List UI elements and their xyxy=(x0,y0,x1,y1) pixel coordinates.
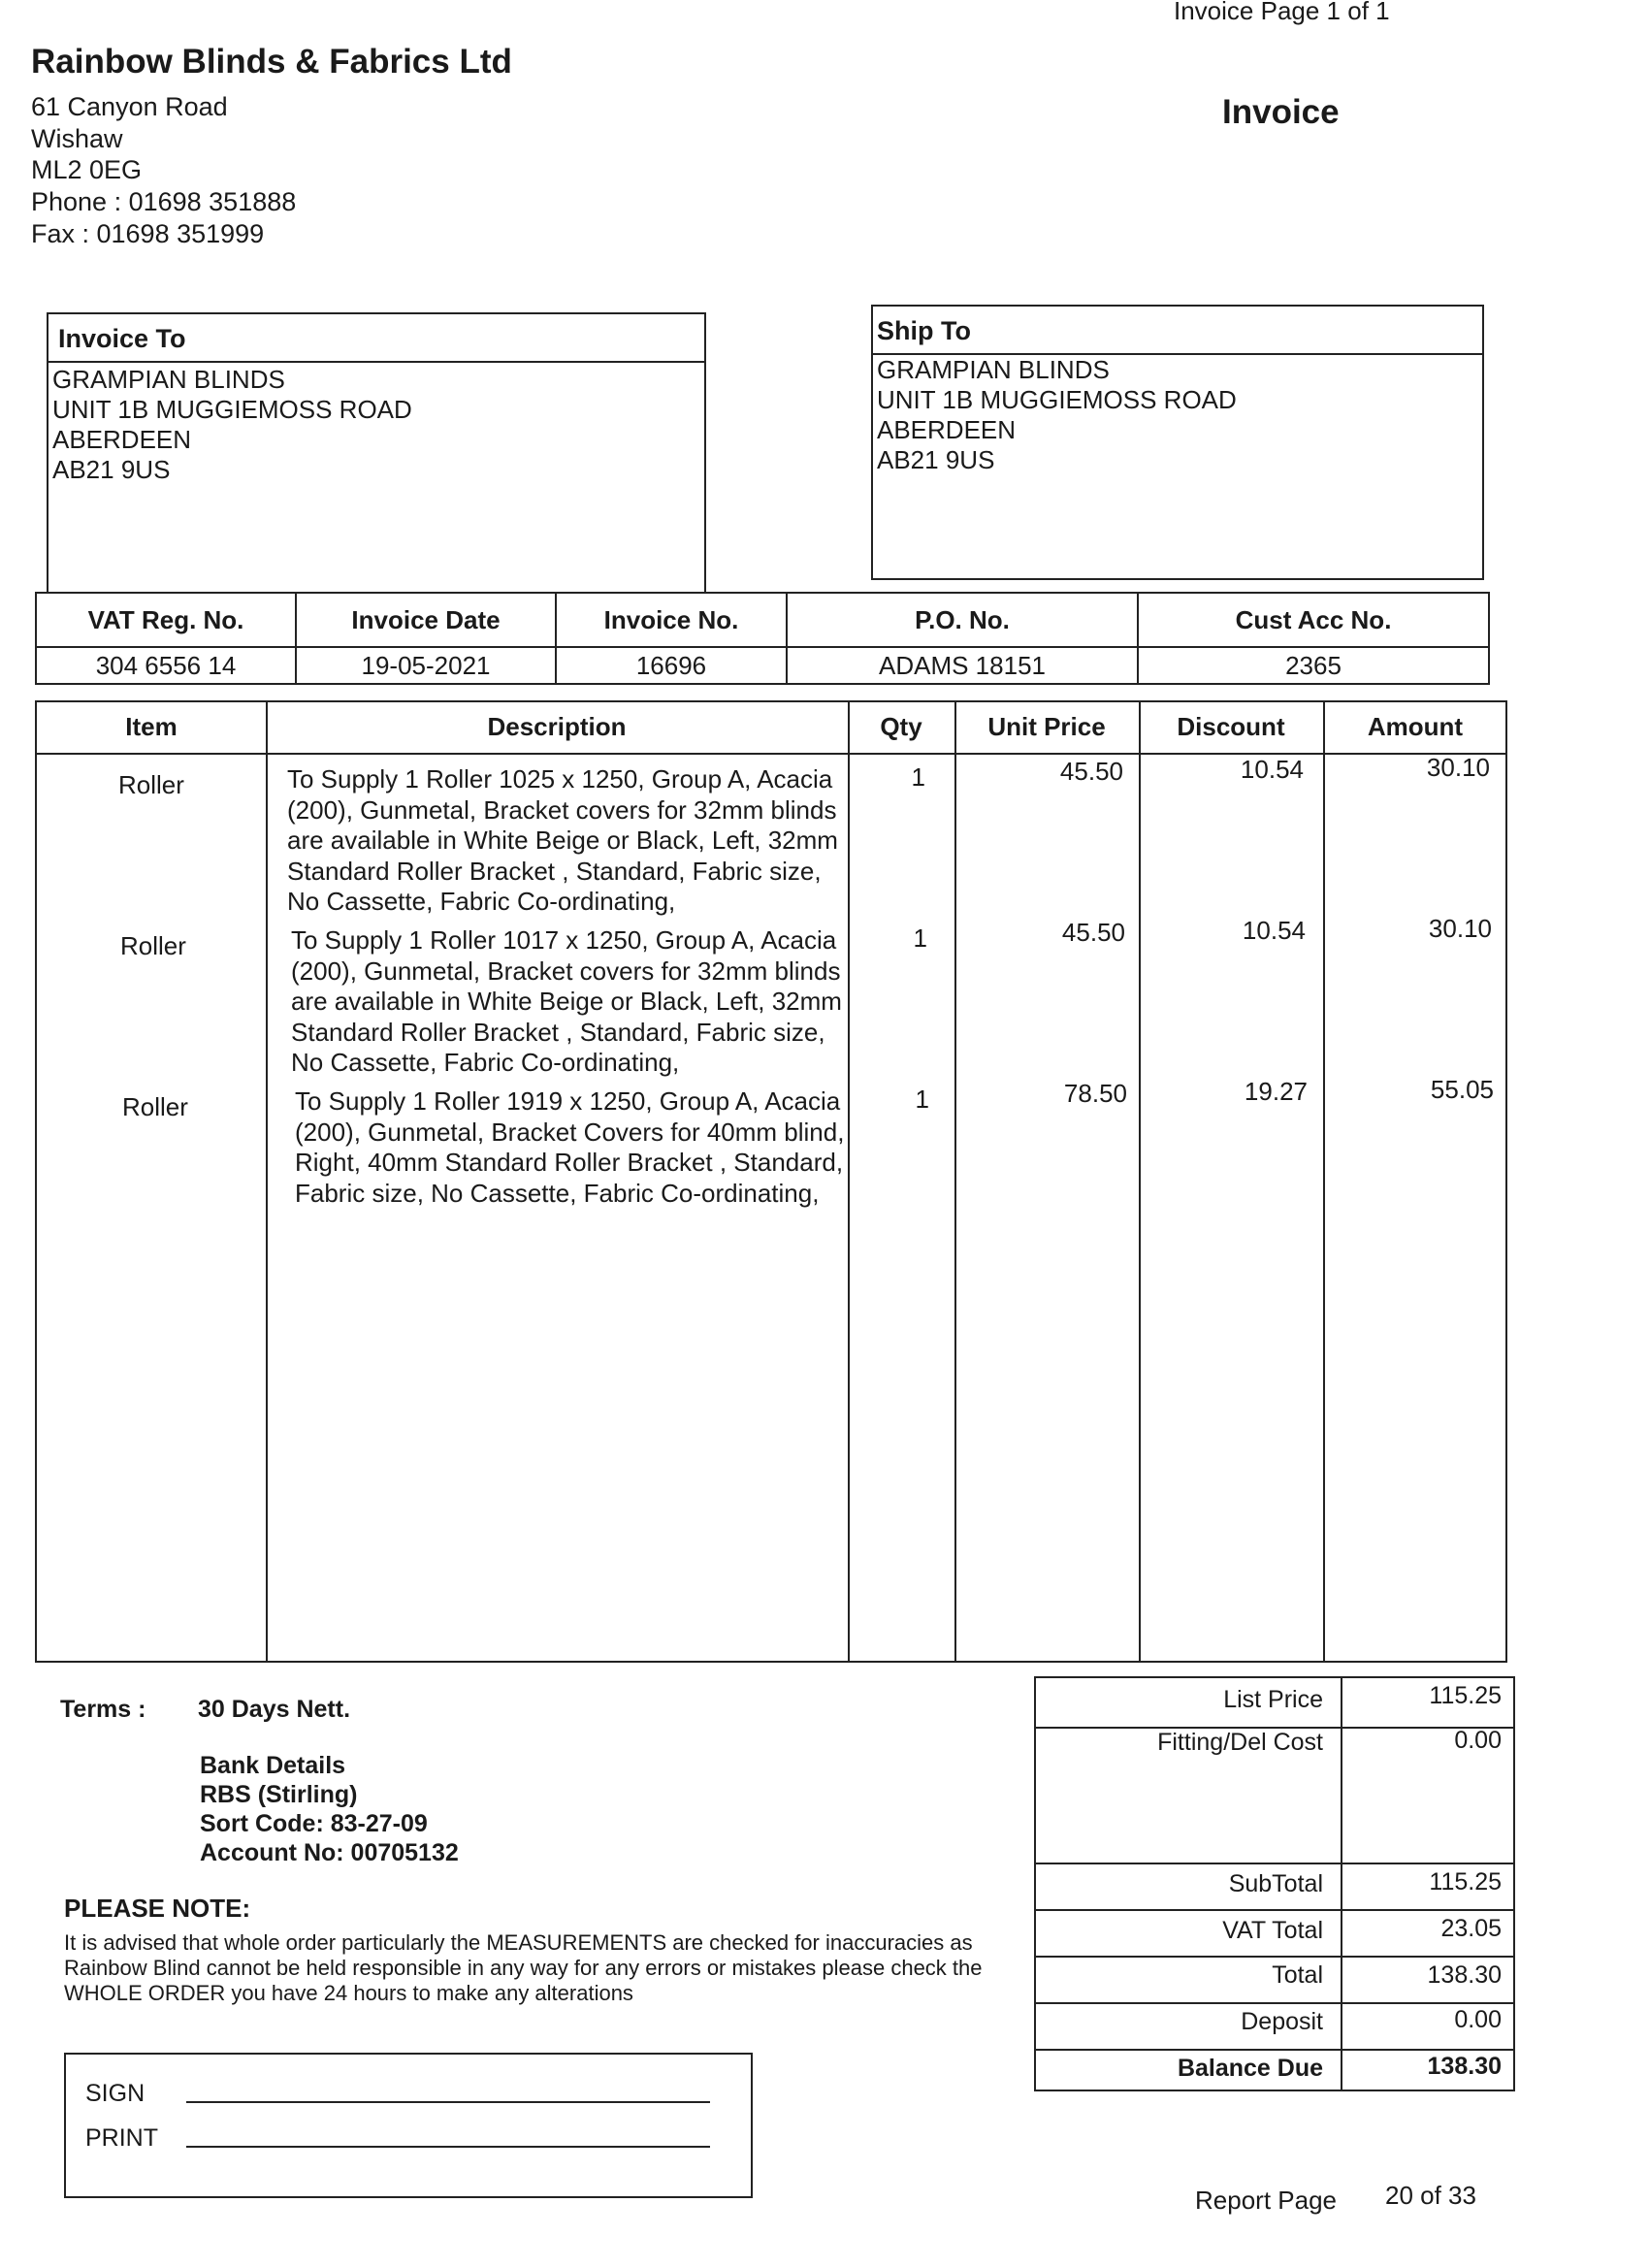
invoice-date-header: Invoice Date xyxy=(296,593,556,647)
unit-price-column-header: Unit Price xyxy=(987,712,1106,741)
terms-label: Terms : xyxy=(60,1696,146,1723)
vat-reg-value: 304 6556 14 xyxy=(36,647,296,684)
bank-name: RBS (Stirling) xyxy=(200,1781,358,1808)
invoice-date-value: 19-05-2021 xyxy=(296,647,556,684)
totals-box xyxy=(1034,1676,1515,2091)
list-price-label: List Price xyxy=(1223,1686,1323,1713)
balance-due-label: Balance Due xyxy=(1177,2055,1323,2082)
report-page-label: Report Page xyxy=(1195,2186,1337,2215)
sort-code: Sort Code: 83-27-09 xyxy=(200,1810,428,1837)
list-price-value: 115.25 xyxy=(1429,1682,1502,1709)
terms-value: 30 Days Nett. xyxy=(198,1696,351,1723)
item-name: Roller xyxy=(122,1092,188,1121)
item-name: Roller xyxy=(120,931,186,960)
account-number: Account No: 00705132 xyxy=(200,1839,459,1866)
item-name: Roller xyxy=(118,770,184,799)
item-qty: 1 xyxy=(911,762,925,792)
company-name: Rainbow Blinds & Fabrics Ltd xyxy=(31,43,512,81)
print-line[interactable] xyxy=(186,2146,710,2148)
note-text: It is advised that whole order particularly the MEASUREMENTS are checked for inaccuracies as Rainbow Blind cannot be held responsible in any way for any errors or mistakes please check the WHOLE ORDER you have 24 hours to make any alterations xyxy=(64,1930,983,2005)
total-value: 138.30 xyxy=(1427,1961,1502,1989)
item-unit-price: 45.50 xyxy=(1059,757,1123,786)
ship-to-line: ABERDEEN xyxy=(877,415,1017,444)
item-discount: 10.54 xyxy=(1240,755,1304,784)
company-address-line: 61 Canyon Road xyxy=(31,92,228,121)
company-address-line: ML2 0EG xyxy=(31,155,143,184)
item-description: To Supply 1 Roller 1017 x 1250, Group A, Acacia (200), Gunmetal, Bracket covers for 32mm blinds are available in White Beige or Black, Left, 32mm Standard Roller Bracket , Standard, Fabric size, No Cassette, Fabric Co-ordinating, xyxy=(291,925,842,1077)
total-label: Total xyxy=(1272,1961,1323,1989)
subtotal-label: SubTotal xyxy=(1228,1870,1323,1897)
invoice-to-label: Invoice To xyxy=(58,324,186,353)
invoice-to-line: UNIT 1B MUGGIEMOSS ROAD xyxy=(52,395,412,424)
ship-to-label: Ship To xyxy=(877,316,971,345)
amount-column-header: Amount xyxy=(1367,712,1464,741)
item-qty: 1 xyxy=(915,1085,929,1114)
note-title: PLEASE NOTE: xyxy=(64,1894,251,1923)
ship-to-line: AB21 9US xyxy=(877,445,995,474)
discount-column-header: Discount xyxy=(1177,712,1285,741)
invoice-no-value: 16696 xyxy=(556,647,787,684)
cust-acc-header: Cust Acc No. xyxy=(1138,593,1489,647)
deposit-label: Deposit xyxy=(1241,2008,1323,2035)
item-column-header: Item xyxy=(125,712,178,741)
vat-total-label: VAT Total xyxy=(1222,1917,1323,1944)
deposit-value: 0.00 xyxy=(1454,2006,1502,2033)
invoice-no-header: Invoice No. xyxy=(556,593,787,647)
item-discount: 10.54 xyxy=(1242,916,1306,945)
item-amount: 55.05 xyxy=(1430,1075,1494,1104)
sign-line[interactable] xyxy=(186,2101,710,2103)
company-address-line: Wishaw xyxy=(31,124,123,153)
invoice-to-line: GRAMPIAN BLINDS xyxy=(52,365,285,394)
print-label: PRINT xyxy=(85,2124,158,2152)
ship-to-line: GRAMPIAN BLINDS xyxy=(877,355,1110,384)
line-items-table xyxy=(35,700,1507,1663)
description-column-header: Description xyxy=(487,712,627,741)
item-discount: 19.27 xyxy=(1244,1077,1308,1106)
ship-to-box xyxy=(871,305,1484,580)
signature-box xyxy=(64,2053,753,2198)
item-unit-price: 78.50 xyxy=(1063,1079,1127,1108)
company-phone: Phone : 01698 351888 xyxy=(31,187,297,216)
subtotal-value: 115.25 xyxy=(1429,1868,1502,1895)
po-no-value: ADAMS 18151 xyxy=(787,647,1138,684)
item-unit-price: 45.50 xyxy=(1061,918,1125,947)
ship-to-line: UNIT 1B MUGGIEMOSS ROAD xyxy=(877,385,1237,414)
fitting-value: 0.00 xyxy=(1454,1727,1502,1754)
invoice-meta-table xyxy=(35,592,1490,685)
balance-due-value: 138.30 xyxy=(1427,2053,1502,2080)
invoice-to-box xyxy=(47,312,706,594)
item-amount: 30.10 xyxy=(1426,753,1490,782)
item-description: To Supply 1 Roller 1919 x 1250, Group A, Acacia (200), Gunmetal, Bracket Covers for 40mm blind, Right, 40mm Standard Roller Bracket , Standard, Fabric size, No Cassette, Fabric Co-ordinating, xyxy=(295,1086,845,1208)
item-qty: 1 xyxy=(913,923,927,953)
company-fax: Fax : 01698 351999 xyxy=(31,219,265,248)
vat-total-value: 23.05 xyxy=(1440,1915,1502,1942)
po-no-header: P.O. No. xyxy=(787,593,1138,647)
item-amount: 30.10 xyxy=(1428,914,1492,943)
bank-details-heading: Bank Details xyxy=(200,1752,346,1779)
invoice-page-indicator: Invoice Page 1 of 1 xyxy=(1174,0,1390,25)
fitting-label: Fitting/Del Cost xyxy=(1157,1729,1323,1756)
qty-column-header: Qty xyxy=(880,712,922,741)
cust-acc-value: 2365 xyxy=(1138,647,1489,684)
report-page-value: 20 of 33 xyxy=(1385,2181,1476,2210)
item-description: To Supply 1 Roller 1025 x 1250, Group A, Acacia (200), Gunmetal, Bracket covers for 32mm blinds are available in White Beige or Black, Left, 32mm Standard Roller Bracket , Standard, Fabric size, No Cassette, Fabric Co-ordinating, xyxy=(287,764,838,916)
vat-reg-header: VAT Reg. No. xyxy=(36,593,296,647)
document-title: Invoice xyxy=(1222,93,1340,131)
invoice-to-line: ABERDEEN xyxy=(52,425,192,454)
sign-label: SIGN xyxy=(85,2080,146,2107)
invoice-to-line: AB21 9US xyxy=(52,455,171,484)
